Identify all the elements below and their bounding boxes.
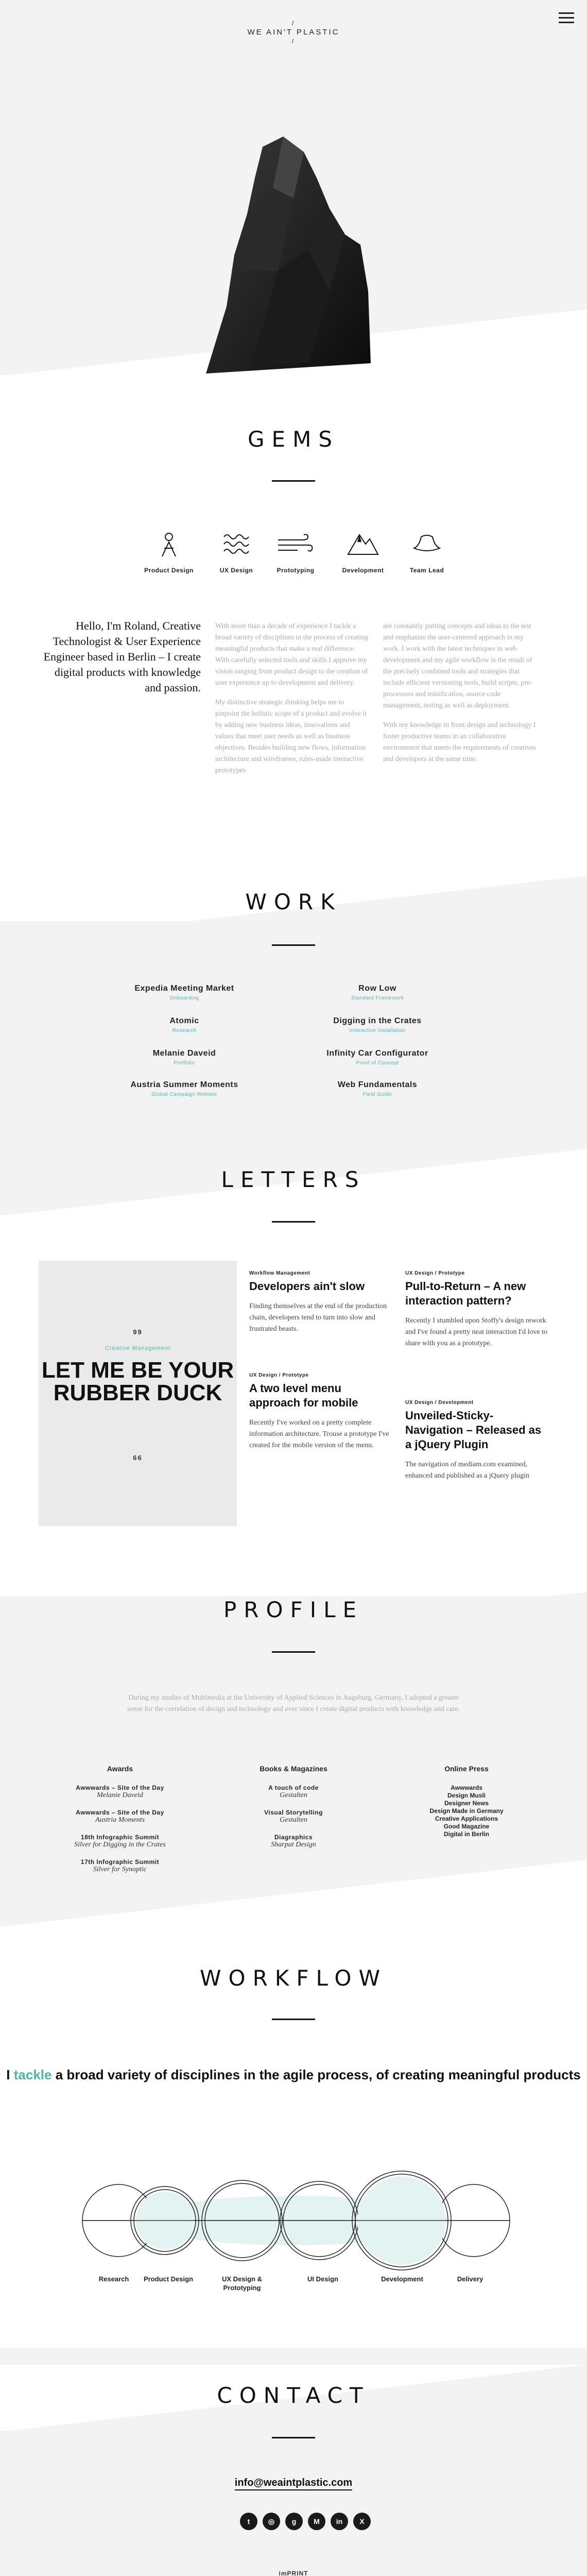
press-column: [389, 1765, 544, 1838]
post-title[interactable]: Pull-to-Return – A new interaction pattern?: [405, 1280, 526, 1307]
post-excerpt: Recently I stumbled upon Stoffy's design rework and I've found a pretty neat interaction I'd love to share with you as a prototype.: [405, 1317, 548, 1347]
logo-slash-bottom: /: [291, 38, 296, 45]
work-title-text: Melanie Daveid: [152, 1049, 216, 1058]
press-item: Good Magazine: [443, 1823, 490, 1830]
imprint-link[interactable]: imPRINT: [279, 2570, 308, 2576]
work-background: [0, 942, 587, 1179]
press-item: Design Musli: [447, 1792, 486, 1799]
books-column: [216, 1765, 371, 1858]
award-value: Silver for Synoptic: [93, 1866, 147, 1873]
hat-icon: [412, 533, 442, 555]
about-column-2: [383, 621, 538, 773]
workflow-divider: [272, 2019, 315, 2020]
card-headline: LET ME BE YOUR RUBBER DUCK: [41, 1358, 234, 1405]
headline-accent: tackle: [13, 2067, 52, 2082]
profile-text: During my studies of Multimedia at the University of Applied Sciences in Augsburg, Germany, I adopted a greater sense for the correlation of design and technology and ever since I create digital products with knowledge and care.: [127, 1694, 460, 1713]
gem-label-ux-design: UX Design: [219, 567, 253, 574]
mountain-icon: [347, 531, 379, 555]
post-category: UX Design / Development: [405, 1400, 474, 1405]
contact-background: [0, 2431, 587, 2576]
awards-heading: Awards: [107, 1765, 133, 1773]
award-name: Awwwards – Site of the Day: [76, 1809, 164, 1816]
work-title-text: Infinity Car Configurator: [326, 1049, 428, 1058]
book-name: Diagraphics: [274, 1834, 313, 1841]
email-text: info@weaintplastic.com: [235, 2477, 352, 2490]
press-item: Creative Applications: [435, 1815, 498, 1822]
book-value: Gestalten: [280, 1791, 307, 1799]
work-title-text: Digging in the Crates: [333, 1016, 422, 1025]
post-category: UX Design / Prototype: [249, 1372, 309, 1378]
work-subtitle: Portfolio: [174, 1060, 195, 1066]
workflow-step: Delivery: [457, 2275, 484, 2283]
about-paragraph: are constantly putting concepts and ideas to the test and emphasize the user-centered approach in my work. I work with the latest techniques in web development and my agile workflow is the result of the precisely combined tools and strategies that include efficient versioning tools, build scripts, pre-processors and minification, source code management, testing as well as deployment.: [383, 622, 532, 709]
work-item[interactable]: [107, 1080, 262, 1097]
wind-icon: [277, 534, 313, 554]
press-heading: Online Press: [444, 1765, 489, 1773]
profile-divider: [272, 1651, 315, 1653]
award-name: Awwwards – Site of the Day: [76, 1784, 164, 1791]
menu-icon[interactable]: [559, 12, 574, 24]
work-item[interactable]: [107, 984, 262, 1001]
work-title-text: Atomic: [169, 1016, 199, 1025]
letter-post[interactable]: [405, 1400, 549, 1482]
linkedin-icon[interactable]: in: [331, 2513, 348, 2530]
award-value: Melanie Daveid: [97, 1791, 143, 1799]
book-name: Visual Storytelling: [264, 1809, 323, 1816]
about-paragraph: With more than a decade of experience I tackle a broad variety of disciplines in the process of creating meaningful products that make a real difference. With carefully selected tools and skills I approve my vision ranging from product design to the creation of user experience up to development and delivery.: [215, 622, 369, 687]
work-item[interactable]: [300, 984, 455, 1001]
work-title-text: Austria Summer Moments: [130, 1080, 238, 1089]
workflow-headline: [0, 2066, 587, 2083]
medium-icon[interactable]: M: [308, 2513, 325, 2530]
work-subtitle: Proof of Concept: [356, 1060, 399, 1066]
book-value: Sharpat Design: [271, 1841, 316, 1849]
press-item: Designer News: [444, 1800, 489, 1807]
work-subtitle: Interactive Installation: [349, 1028, 406, 1033]
hero-gem-image: [206, 137, 376, 374]
workflow-step: Research: [98, 2275, 129, 2283]
work-item[interactable]: [107, 1016, 262, 1033]
award-name: 17th Infographic Summit: [80, 1858, 160, 1866]
work-item[interactable]: [300, 1080, 455, 1097]
work-title-text: Web Fundamentals: [337, 1080, 418, 1089]
contact-title: CONTACT: [217, 2383, 370, 2408]
gems-divider: [272, 480, 315, 482]
headline-rest: a broad variety of disciplines in the agile process, of creating meaningful products: [55, 2067, 581, 2082]
about-paragraph: With my knowledge in front design and technology I foster productive teams in an collaborative environment that meets the requirements of creatives and developers at the same time.: [383, 721, 537, 763]
award-value: Silver for Digging in the Crates: [74, 1841, 166, 1849]
book-value: Gestalten: [280, 1816, 307, 1824]
gem-label-development: Development: [342, 567, 384, 574]
letters-divider: [272, 1221, 315, 1223]
workflow-step: Product Design: [143, 2275, 194, 2283]
gem-label-prototyping: Prototyping: [277, 567, 315, 574]
gems-title: GEMS: [248, 427, 339, 452]
post-title[interactable]: A two level menu approach for mobile: [249, 1382, 358, 1409]
letter-post[interactable]: [249, 1372, 393, 1451]
work-item[interactable]: [300, 1016, 455, 1033]
book-name: A touch of code: [268, 1784, 319, 1791]
contact-divider: [272, 2437, 315, 2438]
work-subtitle: Research: [172, 1028, 197, 1033]
letter-post[interactable]: [249, 1270, 393, 1335]
letter-post[interactable]: [405, 1270, 549, 1349]
card-number-bottom: 66: [133, 1454, 143, 1462]
post-category: UX Design / Prototype: [405, 1270, 465, 1276]
twitter-icon[interactable]: t: [240, 2513, 257, 2530]
work-subtitle: Global Campaign Website: [151, 1092, 217, 1097]
intro-text: Hello, I'm Roland, Creative Technologist & User Experience Engineer based in Berlin – I create digital products with knowledge and passion.: [43, 619, 201, 694]
dribbble-icon[interactable]: ◎: [263, 2513, 280, 2530]
headline-pre: I: [6, 2067, 10, 2082]
card-number-top: 99: [133, 1328, 143, 1336]
post-excerpt: Recently I've worked on a pretty complete information architecture. Trouse a prototype I've created for the mobile version of the menu.: [249, 1419, 389, 1449]
card-kicker: Creative Management: [105, 1345, 171, 1351]
site-logo[interactable]: [0, 20, 587, 45]
work-subtitle: Onboarding: [169, 995, 199, 1001]
press-item: Awwwards: [451, 1784, 482, 1791]
post-excerpt: The navigation of mediam.com examined, enhanced and published as a jQuery plugin: [405, 1461, 530, 1480]
gem-label-team-lead: Team Lead: [409, 567, 444, 574]
letters-title: LETTERS: [221, 1167, 366, 1192]
contact-email-link[interactable]: [0, 2477, 587, 2489]
work-title-text: Row Low: [358, 984, 396, 993]
about-paragraph: My distinctive strategic thinking helps me to pinpoint the holistic scope of a product and evolve it by adding new business ideas, innovations and values that meet user needs as well as business objectives. Besides building new flows, information architecture and wireframes, rules-made interactive prototypes: [215, 699, 367, 774]
post-title[interactable]: Developers ain't slow: [249, 1280, 365, 1293]
work-subtitle: Standard Framework: [351, 995, 404, 1001]
award-value: Austria Moments: [95, 1816, 145, 1824]
workflow-title: WORKFLOW: [200, 1965, 387, 1991]
work-title: WORK: [245, 889, 342, 914]
person-icon: [157, 531, 181, 557]
press-item: Digital in Berlin: [443, 1831, 489, 1838]
work-item[interactable]: [300, 1049, 455, 1066]
about-column-1: [215, 621, 370, 785]
workflow-step: Development: [381, 2275, 423, 2283]
work-divider: [272, 944, 315, 946]
gem-label-product-design: Product Design: [144, 567, 194, 574]
work-title-text: Expedia Meeting Market: [134, 984, 234, 993]
logo-text: WE AIN'T PLASTIC: [247, 28, 340, 37]
waves-icon: [223, 532, 250, 556]
workflow-step: UX Design & Prototyping: [221, 2275, 262, 2292]
work-item[interactable]: [107, 1049, 262, 1066]
press-item: Design Made in Germany: [429, 1807, 504, 1815]
post-excerpt: Finding themselves at the end of the production chain, developers tend to turn into slow and frustrated beasts.: [249, 1302, 387, 1333]
xing-icon[interactable]: X: [353, 2513, 371, 2530]
awards-column: [43, 1765, 197, 1883]
post-title[interactable]: Unveiled-Sticky-Navigation – Released as a jQuery Plugin: [405, 1409, 542, 1451]
post-category: Workflow Management: [249, 1270, 310, 1276]
logo-slash-top: /: [291, 20, 296, 27]
profile-title: PROFILE: [223, 1597, 364, 1622]
award-name: 18th Infographic Summit: [80, 1834, 160, 1841]
work-subtitle: Field Guide: [362, 1092, 392, 1097]
workflow-step: UI Design: [307, 2275, 338, 2283]
workflow-diagram: [77, 2159, 515, 2282]
github-icon[interactable]: g: [285, 2513, 303, 2530]
books-heading: Books & Magazines: [260, 1765, 327, 1773]
